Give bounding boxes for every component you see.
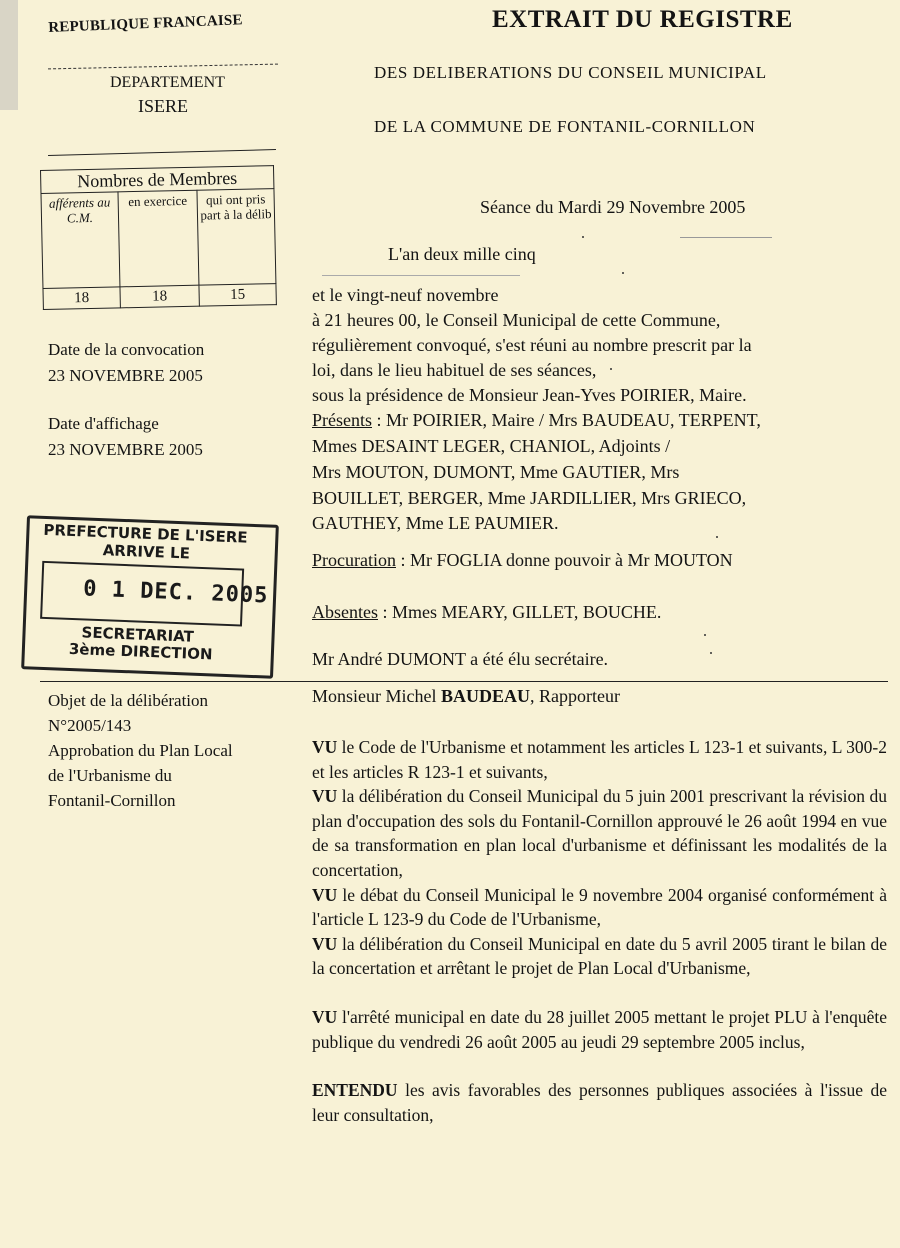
stamp-line-4: 3ème DIRECTION [68, 639, 213, 664]
vu-text-5: l'arrêté municipal en date du 28 juillet 2005 mettant le projet PLU à l'enquête publique du vendredi 26 août 2005 au jeudi 29 septembre 2005 inclus, [312, 1006, 887, 1052]
stamp-line-1: PREFECTURE DE L'ISERE [43, 520, 248, 547]
objet-number: N°2005/143 [48, 716, 132, 735]
stamp-line-2: ARRIVE LE [102, 541, 191, 563]
scan-speck [622, 272, 624, 274]
objet-line-2: de l'Urbanisme du [48, 766, 172, 785]
seance-line-2: et le vingt-neuf novembre [312, 285, 499, 305]
procuration-label: Procuration [312, 550, 396, 570]
vu-paragraph-5 [312, 1005, 887, 1054]
seance-line-6: sous la présidence de Monsieur Jean-Yves POIRIER, Maire. [312, 385, 747, 405]
members-value-afferents: 18 [43, 287, 120, 310]
vu-text-2: la délibération du Conseil Municipal du 5 juin 2001 prescrivant la révision du plan d'occupation des sols du Fontanil-Cornillon approuvé le 26 août 1994 en vue de sa transformation en plan local d'urbanisme et définissant les modalités de la concertation, [312, 786, 887, 880]
stamp-date-box [40, 561, 269, 627]
presents-line-2: Mmes DESAINT LEGER, CHANIOL, Adjoints / [312, 436, 671, 456]
convocation-label: Date de la convocation [48, 340, 205, 359]
members-col-delib: qui ont pris part à la délib [197, 189, 276, 286]
stamp-date: 0 1 DEC. 2005 [82, 576, 269, 609]
seance-rule [680, 237, 772, 238]
vu-paragraph-1 [312, 735, 887, 784]
objet-line-1: Approbation du Plan Local [48, 741, 233, 760]
members-heading: Nombres de Membres [41, 166, 274, 194]
members-col-afferents: afférents au C.M. [41, 192, 120, 289]
secretaire-line: Mr André DUMONT a été élu secrétaire. [312, 649, 609, 669]
scan-speck [710, 652, 712, 654]
seance-line-4: régulièrement convoqué, s'est réuni au nombre prescrit par la [312, 335, 752, 355]
document-title: EXTRAIT DU REGISTRE [492, 6, 793, 33]
presents-label: Présents [312, 410, 372, 430]
vu-keyword-1: VU [312, 737, 338, 757]
entendu-keyword: ENTENDU [312, 1080, 398, 1101]
objet-label: Objet de la délibération [48, 691, 209, 710]
vu-text-4: la délibération du Conseil Municipal en date du 5 avril 2005 tirant le bilan de la concertation et arrêtant le projet de Plan Local d'Urbanisme, [312, 933, 887, 979]
procuration-line [312, 548, 733, 573]
absentes-line [312, 600, 661, 625]
rapporteur-line [312, 686, 620, 707]
scan-speck [610, 368, 612, 370]
vu-keyword-5: VU [312, 1006, 338, 1027]
objet-line-3: Fontanil-Cornillon [48, 791, 176, 810]
vu-paragraph-2 [312, 784, 887, 882]
members-value-delib: 15 [199, 284, 276, 307]
affichage-label: Date d'affichage [48, 414, 159, 433]
republic-label: REPUBLIQUE FRANCAISE [48, 12, 243, 36]
vu-keyword-3: VU [312, 884, 338, 905]
members-value-exercice: 18 [120, 285, 200, 308]
scan-speck [582, 236, 584, 238]
vu-keyword-4: VU [312, 933, 338, 954]
seance-title: Séance du Mardi 29 Novembre 2005 [480, 197, 746, 217]
rapporteur-prefix: Monsieur Michel [312, 686, 441, 706]
vu-text-1: le Code de l'Urbanisme et notamment les articles L 123-1 et suivants, L 300-2 et les articles R 123-1 et suivants, [312, 737, 887, 782]
presents-text-1: : Mr POIRIER, Maire / Mrs BAUDEAU, TERPENT, [372, 410, 761, 430]
members-col-exercice: en exercice [118, 190, 199, 287]
left-rule [48, 149, 276, 156]
presents-line-4: BOUILLET, BERGER, Mme JARDILLIER, Mrs GRIECO, [312, 488, 747, 508]
entendu-text: les avis favorables des personnes publiques associées à l'issue de leur consultation, [312, 1080, 887, 1125]
members-table [40, 165, 277, 310]
absentes-label: Absentes [312, 602, 378, 622]
scan-speck [716, 536, 718, 538]
department-name: ISERE [138, 96, 189, 116]
vu-paragraph-4 [312, 932, 887, 981]
considerants [312, 735, 887, 1127]
prefecture-stamp [21, 515, 279, 679]
vu-text-3: le débat du Conseil Municipal le 9 novembre 2004 organisé conformément à l'article L 123-9 du Code de l'Urbanisme, [312, 884, 887, 930]
rapporteur-suffix: , Rapporteur [530, 686, 620, 706]
presents-line-3: Mrs MOUTON, DUMONT, Mme GAUTIER, Mrs [312, 462, 680, 482]
absentes-text: : Mmes MEARY, GILLET, BOUCHE. [378, 602, 662, 622]
presents-line-5: GAUTHEY, Mme LE PAUMIER. [312, 513, 559, 533]
header-dashed-rule [48, 64, 278, 70]
document-subtitle-2: DE LA COMMUNE DE FONTANIL-CORNILLON [374, 117, 756, 136]
vu-keyword-2: VU [312, 786, 338, 807]
presents-line-1 [312, 408, 761, 433]
stamp-line-3: SECRETARIAT [81, 623, 195, 646]
document-subtitle-1: DES DELIBERATIONS DU CONSEIL MUNICIPAL [374, 63, 767, 82]
seance-line-3: à 21 heures 00, le Conseil Municipal de cette Commune, [312, 310, 721, 330]
seance-line-5: loi, dans le lieu habituel de ses séances, [312, 360, 597, 380]
seance-short-rule [322, 275, 520, 276]
scan-speck [704, 634, 706, 636]
department-label: DEPARTEMENT [110, 74, 225, 91]
seance-line-1: L'an deux mille cinq [388, 244, 536, 264]
convocation-date: 23 NOVEMBRE 2005 [48, 366, 203, 385]
section-divider [40, 681, 888, 682]
vu-paragraph-3 [312, 883, 887, 932]
affichage-date: 23 NOVEMBRE 2005 [48, 440, 203, 459]
procuration-text: : Mr FOGLIA donne pouvoir à Mr MOUTON [395, 550, 733, 570]
entendu-paragraph [312, 1078, 887, 1127]
rapporteur-name: BAUDEAU [440, 686, 530, 706]
objet-block [48, 688, 233, 813]
scan-edge [0, 0, 18, 110]
